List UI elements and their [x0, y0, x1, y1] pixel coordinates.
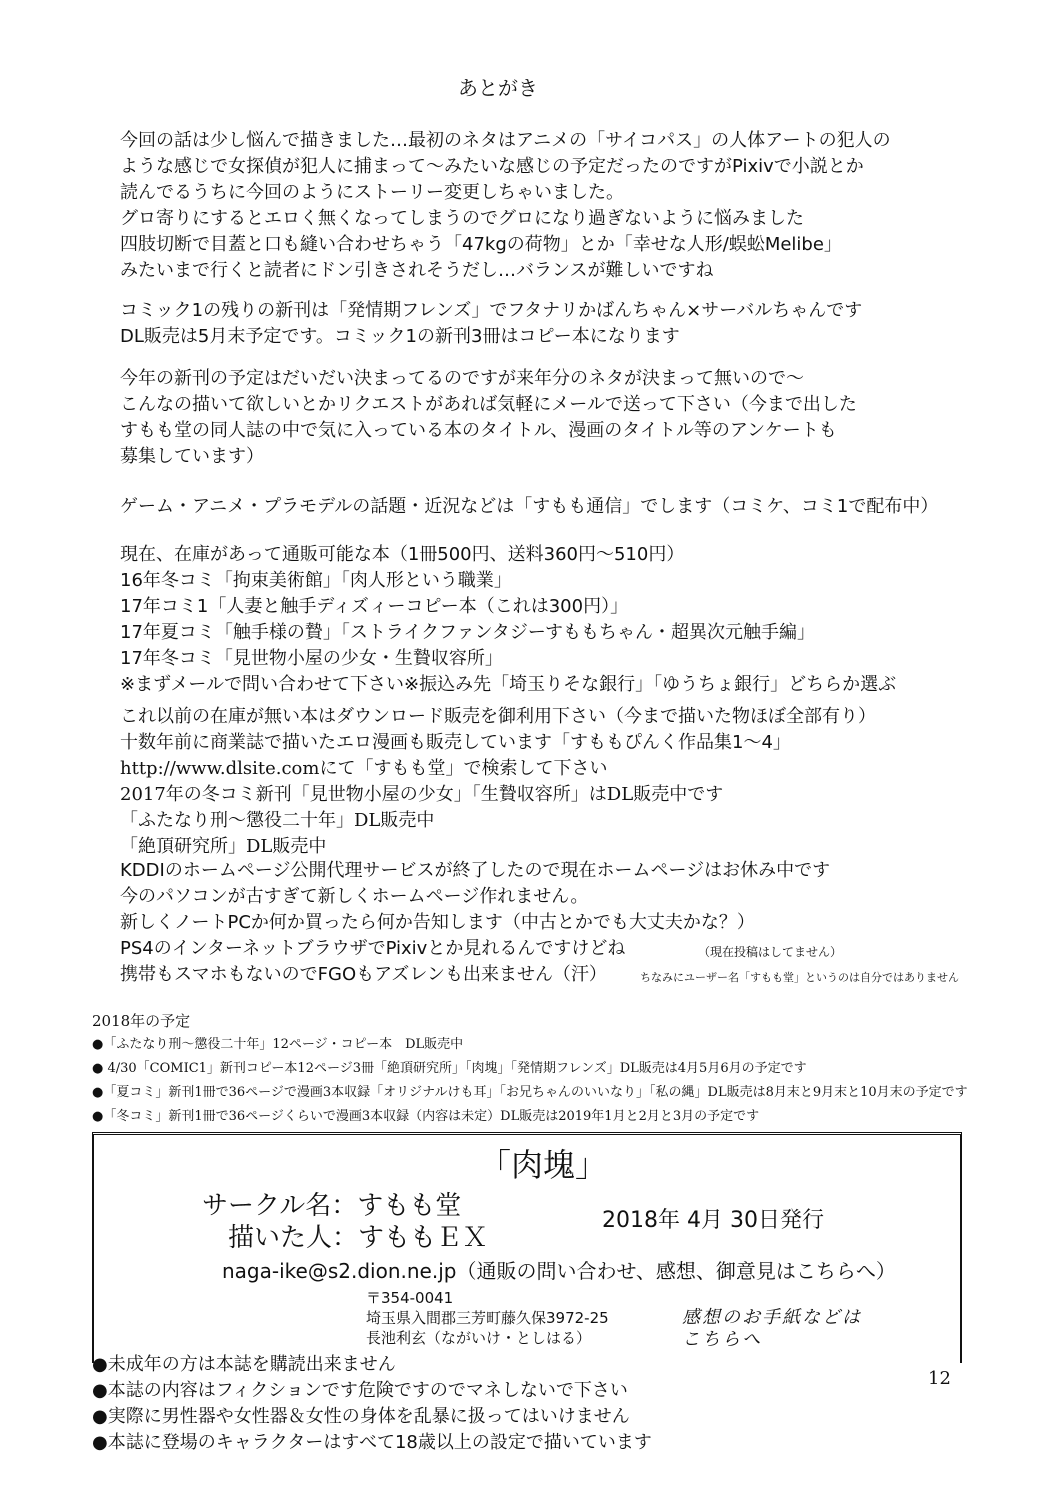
- schedule-item: ●「夏コミ」新刊1冊で36ページで漫画3本収録「オリジナルけも耳」「お兄ちゃんのいいなり」「私の縄」DL販売は8月末と9月末と10月末の予定です: [92, 1085, 968, 1100]
- colophon-box: [92, 1132, 962, 1363]
- text-line-small: ちなみにユーザー名「すもも堂」というのは自分ではありません: [640, 971, 959, 984]
- circle-name: サークル名：すもも堂: [202, 1191, 462, 1221]
- letters-note: 感想のお手紙などは: [682, 1307, 862, 1328]
- contact-email: naga-ike@s2.dion.ne.jp（通販の問い合わせ、感想、御意見はこちらへ）: [222, 1259, 896, 1283]
- warning-item: ●本誌に登場のキャラクターはすべて18歳以上の設定で描いています: [92, 1432, 652, 1453]
- author-name: 描いた人：すももＥＸ: [228, 1223, 489, 1253]
- text-line: すもも堂の同人誌の中で気に入っている本のタイトル、漫画のタイトル等のアンケートも: [120, 420, 837, 441]
- text-line: http://www.dlsite.comにて「すもも堂」で検索して下さい: [120, 758, 608, 779]
- text-line: 募集しています）: [120, 446, 264, 467]
- text-line: 「ふたなり刑〜懲役二十年」DL販売中: [120, 810, 435, 831]
- text-line: みたいまで行くと読者にドン引きされそうだし…バランスが難しいですね: [120, 260, 714, 281]
- text-line: 四肢切断で目蓋と口も縫い合わせちゃう「47kgの荷物」とか「幸せな人形/蜈蚣Melibe」: [120, 234, 842, 255]
- text-line: 今年の新刊の予定はだいだい決まってるのですが来年分のネタが決まって無いので〜: [120, 368, 804, 389]
- text-line: DL販売は5月末予定です。コミック1の新刊3冊はコピー本になります: [120, 326, 680, 347]
- postal-code: 〒354-0041: [366, 1289, 454, 1307]
- schedule-heading: 2018年の予定: [92, 1012, 191, 1030]
- text-line: ような感じで女探偵が犯人に捕まって〜みたいな感じの予定だったのですがPixivで小説とか: [120, 156, 864, 177]
- letters-note: こちらへ: [682, 1329, 762, 1350]
- text-line: 十数年前に商業誌で描いたエロ漫画も販売しています「すももぴんく作品集1〜4」: [120, 732, 791, 753]
- text-line: 16年冬コミ「拘束美術館」「肉人形という職業」: [120, 570, 512, 591]
- page-number: 12: [928, 1368, 951, 1389]
- text-line: 現在、在庫があって通販可能な本（1冊500円、送料360円〜510円）: [120, 544, 685, 565]
- text-line: 17年コミ1「人妻と触手ディズィーコピー本（これは300円）」: [120, 596, 629, 617]
- text-line: コミック1の残りの新刊は「発情期フレンズ」でフタナリかばんちゃん×サーバルちゃんです: [120, 300, 863, 321]
- text-line: 今のパソコンが古すぎて新しくホームページ作れません。: [120, 886, 589, 907]
- text-line: 新しくノートPCか何か買ったら何か告知します（中古とかでも大丈夫かな？）: [120, 912, 755, 933]
- author-real-name: 長池利玄（ながいけ・としはる）: [366, 1329, 592, 1347]
- text-line: 「絶頂研究所」DL販売中: [120, 836, 327, 857]
- schedule-item: ● 4/30「COMIC1」新刊コピー本12ページ3冊「絶頂研究所」「肉塊」「発情期フレンズ」DL販売は4月5月6月の予定です: [92, 1061, 807, 1076]
- text-line: 17年冬コミ「見世物小屋の少女・生贄収容所」: [120, 648, 503, 669]
- text-line: PS4のインターネットブラウザでPixivとか見れるんですけどね: [120, 938, 626, 959]
- text-line: ※まずメールで問い合わせて下さい※振込み先「埼玉りそな銀行」「ゆうちょ銀行」どちらか選ぶ: [120, 674, 897, 695]
- text-line: KDDIのホームページ公開代理サービスが終了したので現在ホームページはお休み中です: [120, 860, 831, 881]
- text-line: 読んでるうちに今回のようにストーリー変更しちゃいました。: [120, 182, 624, 203]
- warning-item: ●実際に男性器や女性器＆女性の身体を乱暴に扱ってはいけません: [92, 1406, 630, 1427]
- address: 埼玉県入間郡三芳町藤久保3972-25: [366, 1309, 609, 1327]
- text-line: 17年夏コミ「触手様の贄」「ストライクファンタジーすももちゃん・超異次元触手編」: [120, 622, 816, 643]
- text-line: 今回の話は少し悩んで描きました…最初のネタはアニメの「サイコパス」の人体アートの犯人の: [120, 130, 891, 151]
- schedule-item: ●「ふたなり刑〜懲役二十年」12ページ・コピー本 DL販売中: [92, 1037, 464, 1052]
- publish-date: 2018年 4月 30日発行: [602, 1208, 824, 1233]
- text-line: こんなの描いて欲しいとかリクエストがあれば気軽にメールで送って下さい（今まで出した: [120, 394, 857, 415]
- book-title: 「肉塊」: [479, 1146, 608, 1184]
- warning-item: ●本誌の内容はフィクションです危険ですのでマネしないで下さい: [92, 1380, 628, 1401]
- text-line: これ以前の在庫が無い本はダウンロード販売を御利用下さい（今まで描いた物ほぼ全部有り）: [120, 706, 876, 727]
- page-title: あとがき: [458, 76, 538, 100]
- text-line: 2017年の冬コミ新刊「見世物小屋の少女」「生贄収容所」はDL販売中です: [120, 784, 724, 805]
- text-line: 携帯もスマホもないのでFGOもアズレンも出来ません（汗）: [120, 964, 607, 985]
- schedule-item: ●「冬コミ」新刊1冊で36ページくらいで漫画3本収録（内容は未定）DL販売は2019年1月と2月と3月の予定です: [92, 1109, 760, 1124]
- text-line: ゲーム・アニメ・プラモデルの話題・近況などは「すもも通信」でします（コミケ、コミ1で配布中）: [120, 496, 939, 517]
- text-line-small: （現在投稿はしてません）: [698, 945, 843, 959]
- warning-item: ●未成年の方は本誌を購読出来ません: [92, 1354, 396, 1375]
- text-line: グロ寄りにするとエロく無くなってしまうのでグロになり過ぎないように悩みました: [120, 208, 804, 229]
